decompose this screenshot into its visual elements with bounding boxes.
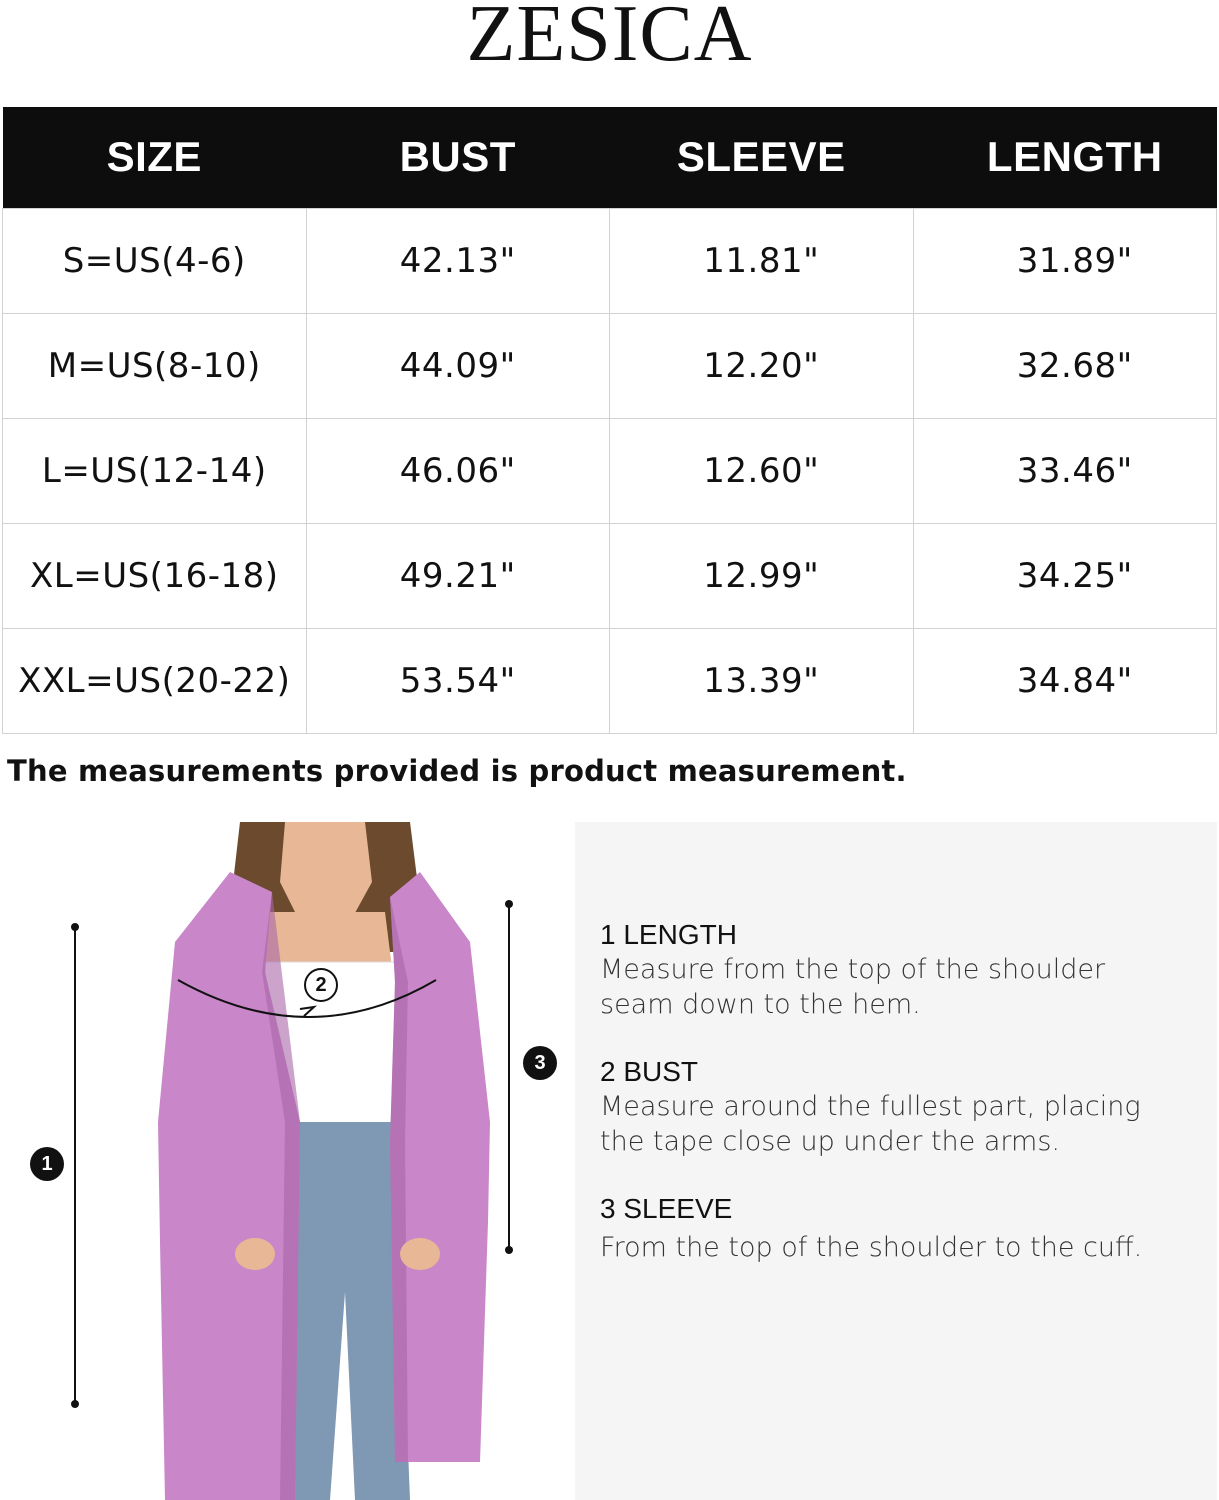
sleeve-guide-top-dot [505,900,513,908]
sleeve-marker: 3 [523,1046,557,1080]
sleeve-instruction-desc-line1: From the top of the shoulder to the cuff. [600,1232,1143,1263]
table-header-row [3,107,1217,208]
model-photo [0,822,575,1500]
header-length: LENGTH [913,107,1217,208]
neck-shape [280,822,372,922]
bust-cell: 42.13" [306,208,610,313]
size-cell: L=US(12-14) [3,418,307,523]
bust-instruction-desc-line2: the tape close up under the arms. [600,1126,1060,1157]
length-cell: 33.46" [913,418,1217,523]
sleeve-cell: 13.39" [610,628,914,733]
table-row [3,523,1217,628]
length-cell: 32.68" [913,313,1217,418]
sleeve-guide-bottom-dot [505,1246,513,1254]
length-marker: 1 [30,1147,64,1181]
length-instruction [600,918,1105,1022]
size-cell: S=US(4-6) [3,208,307,313]
bust-instruction-title: 2 BUST [600,1056,699,1087]
length-instruction-desc-line2: seam down to the hem. [600,989,921,1020]
size-cell: M=US(8-10) [3,313,307,418]
table-row [3,208,1217,313]
bust-instruction-desc-line1: Measure around the fullest part, placing [600,1091,1141,1122]
length-cell: 34.84" [913,628,1217,733]
header-size: SIZE [3,107,307,208]
length-instruction-title: 1 LENGTH [600,919,737,950]
table-row [3,628,1217,733]
bust-cell: 53.54" [306,628,610,733]
sleeve-cell: 12.20" [610,313,914,418]
sleeve-cell: 12.60" [610,418,914,523]
bust-cell: 49.21" [306,523,610,628]
bust-marker: 2 [304,968,338,1002]
sleeve-cell: 12.99" [610,523,914,628]
header-sleeve: SLEEVE [610,107,914,208]
left-hand [235,1238,275,1270]
length-cell: 34.25" [913,523,1217,628]
table-row [3,313,1217,418]
length-cell: 31.89" [913,208,1217,313]
bust-cell: 46.06" [306,418,610,523]
sleeve-cell: 11.81" [610,208,914,313]
size-cell: XL=US(16-18) [3,523,307,628]
header-bust: BUST [306,107,610,208]
table-row [3,418,1217,523]
length-guide-top-dot [71,923,79,931]
model-illustration [0,822,575,1500]
sleeve-instruction [600,1192,1142,1265]
measurement-note: The measurements provided is product measurement. [7,754,907,788]
size-chart-table [2,107,1217,734]
bust-cell: 44.09" [306,313,610,418]
sleeve-instruction-title: 3 SLEEVE [600,1193,733,1224]
measurement-guide-panel [575,822,1217,1500]
right-hand [400,1238,440,1270]
length-guide-bottom-dot [71,1400,79,1408]
bust-instruction [600,1055,1141,1159]
length-instruction-desc-line1: Measure from the top of the shoulder [600,954,1106,985]
size-cell: XXL=US(20-22) [3,628,307,733]
brand-logo: ZESICA [466,0,753,78]
